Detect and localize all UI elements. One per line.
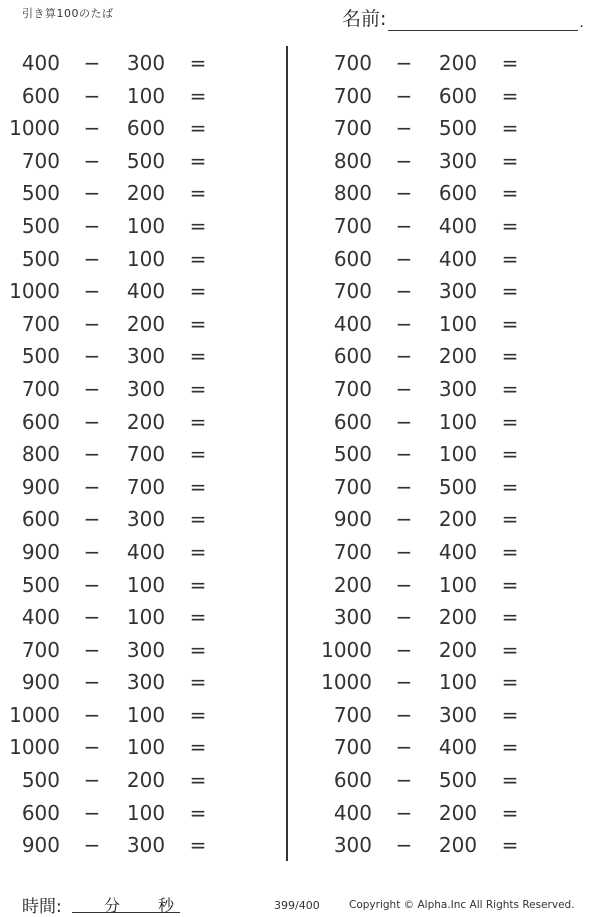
problem-row xyxy=(0,406,260,439)
subtrahend: 300 xyxy=(126,507,166,532)
problem-row xyxy=(312,569,572,602)
subtrahend: 300 xyxy=(438,702,478,727)
subtrahend: 500 xyxy=(438,768,478,793)
problem-row xyxy=(312,340,572,373)
problem-row xyxy=(0,699,260,732)
left-problem-column xyxy=(0,47,260,862)
problem-row xyxy=(312,731,572,764)
minus-sign: − xyxy=(83,539,101,564)
minuend: 1000 xyxy=(9,279,60,304)
subtrahend: 200 xyxy=(126,311,166,336)
equals-sign: = xyxy=(189,539,207,564)
subtrahend: 600 xyxy=(438,83,478,108)
equals-sign: = xyxy=(501,116,519,141)
subtrahend: 500 xyxy=(438,116,478,141)
minus-sign: − xyxy=(83,311,101,336)
problem-row xyxy=(312,210,572,243)
problem-row xyxy=(312,243,572,276)
minus-sign: − xyxy=(83,246,101,271)
minuend: 400 xyxy=(333,311,372,336)
seconds-label: 秒 xyxy=(158,896,175,915)
subtrahend: 400 xyxy=(438,735,478,760)
minuend: 700 xyxy=(333,539,372,564)
minuend: 600 xyxy=(21,409,60,434)
equals-sign: = xyxy=(501,735,519,760)
minuend: 700 xyxy=(333,474,372,499)
subtrahend: 300 xyxy=(126,833,166,858)
minuend: 500 xyxy=(21,344,60,369)
minus-sign: − xyxy=(83,474,101,499)
subtrahend: 200 xyxy=(438,507,478,532)
subtrahend: 300 xyxy=(126,637,166,662)
minus-sign: − xyxy=(83,702,101,727)
minuend: 900 xyxy=(333,507,372,532)
equals-sign: = xyxy=(189,409,207,434)
subtrahend: 300 xyxy=(438,376,478,401)
problem-row xyxy=(0,112,260,145)
problem-row xyxy=(312,112,572,145)
equals-sign: = xyxy=(189,51,207,75)
problem-row xyxy=(0,47,260,80)
subtrahend: 400 xyxy=(126,279,166,304)
minus-sign: − xyxy=(395,148,413,173)
equals-sign: = xyxy=(189,637,207,662)
subtrahend: 600 xyxy=(438,181,478,206)
subtrahend: 300 xyxy=(126,344,166,369)
subtrahend: 500 xyxy=(438,474,478,499)
equals-sign: = xyxy=(189,213,207,238)
name-label: 名前: xyxy=(342,8,387,30)
minuend: 500 xyxy=(21,768,60,793)
minus-sign: − xyxy=(395,246,413,271)
problem-row xyxy=(0,438,260,471)
equals-sign: = xyxy=(501,279,519,304)
minus-sign: − xyxy=(83,507,101,532)
subtrahend: 200 xyxy=(438,51,478,75)
subtrahend: 200 xyxy=(438,344,478,369)
subtrahend: 100 xyxy=(126,246,166,271)
problem-row xyxy=(0,275,260,308)
minuend: 700 xyxy=(333,116,372,141)
subtrahend: 100 xyxy=(126,800,166,825)
equals-sign: = xyxy=(189,735,207,760)
minuend: 700 xyxy=(333,83,372,108)
minutes-label: 分 xyxy=(104,896,121,915)
equals-sign: = xyxy=(501,572,519,597)
name-dot: . xyxy=(579,15,584,31)
equals-sign: = xyxy=(501,670,519,695)
minuend: 800 xyxy=(333,181,372,206)
minuend: 900 xyxy=(21,539,60,564)
minuend: 600 xyxy=(21,83,60,108)
subtrahend: 200 xyxy=(126,181,166,206)
equals-sign: = xyxy=(189,148,207,173)
minuend: 600 xyxy=(21,800,60,825)
subtrahend: 100 xyxy=(438,409,478,434)
subtrahend: 300 xyxy=(126,376,166,401)
equals-sign: = xyxy=(501,148,519,173)
equals-sign: = xyxy=(189,83,207,108)
equals-sign: = xyxy=(189,442,207,467)
equals-sign: = xyxy=(189,246,207,271)
problem-row xyxy=(312,764,572,797)
minus-sign: − xyxy=(83,800,101,825)
name-underline[interactable] xyxy=(388,10,578,31)
problem-row xyxy=(0,308,260,341)
subtrahend: 500 xyxy=(126,148,166,173)
subtrahend: 200 xyxy=(438,637,478,662)
minus-sign: − xyxy=(395,605,413,630)
subtrahend: 600 xyxy=(126,116,166,141)
subtrahend: 400 xyxy=(126,539,166,564)
page-number: 399/400 xyxy=(274,899,320,912)
minuend: 700 xyxy=(333,279,372,304)
minuend: 600 xyxy=(333,409,372,434)
problem-row xyxy=(312,275,572,308)
equals-sign: = xyxy=(501,702,519,727)
subtrahend: 100 xyxy=(126,83,166,108)
equals-sign: = xyxy=(501,344,519,369)
minus-sign: − xyxy=(395,474,413,499)
equals-sign: = xyxy=(189,605,207,630)
minus-sign: − xyxy=(395,442,413,467)
equals-sign: = xyxy=(501,376,519,401)
minuend: 700 xyxy=(21,311,60,336)
minus-sign: − xyxy=(83,768,101,793)
equals-sign: = xyxy=(189,344,207,369)
problem-row xyxy=(0,666,260,699)
minuend: 700 xyxy=(333,702,372,727)
minuend: 500 xyxy=(21,572,60,597)
problem-row xyxy=(312,503,572,536)
problem-row xyxy=(0,634,260,667)
problem-row xyxy=(0,210,260,243)
minuend: 500 xyxy=(333,442,372,467)
footer xyxy=(0,888,600,917)
name-field[interactable] xyxy=(342,4,584,31)
equals-sign: = xyxy=(189,116,207,141)
problem-row xyxy=(0,731,260,764)
subtrahend: 700 xyxy=(126,442,166,467)
column-divider xyxy=(286,46,288,861)
minus-sign: − xyxy=(395,181,413,206)
problem-row xyxy=(312,406,572,439)
problem-row xyxy=(0,340,260,373)
problem-row xyxy=(0,373,260,406)
minuend: 800 xyxy=(333,148,372,173)
minuend: 900 xyxy=(21,474,60,499)
minus-sign: − xyxy=(83,833,101,858)
subtrahend: 100 xyxy=(438,572,478,597)
minuend: 1000 xyxy=(321,670,372,695)
equals-sign: = xyxy=(189,507,207,532)
equals-sign: = xyxy=(189,279,207,304)
problem-row xyxy=(312,47,572,80)
equals-sign: = xyxy=(189,768,207,793)
minuend: 500 xyxy=(21,181,60,206)
equals-sign: = xyxy=(501,311,519,336)
minuend: 600 xyxy=(333,768,372,793)
problem-row xyxy=(0,764,260,797)
subtrahend: 100 xyxy=(126,213,166,238)
problem-row xyxy=(312,666,572,699)
problem-row xyxy=(312,699,572,732)
equals-sign: = xyxy=(189,572,207,597)
equals-sign: = xyxy=(501,442,519,467)
subtrahend: 100 xyxy=(438,311,478,336)
subtrahend: 200 xyxy=(126,768,166,793)
problem-row xyxy=(0,503,260,536)
right-problem-column xyxy=(312,47,572,862)
equals-sign: = xyxy=(501,51,519,75)
minuend: 700 xyxy=(333,213,372,238)
problem-row xyxy=(0,829,260,862)
minus-sign: − xyxy=(395,768,413,793)
minuend: 700 xyxy=(21,148,60,173)
worksheet-title: 引き算100のたば xyxy=(22,7,114,20)
problem-row xyxy=(312,80,572,113)
equals-sign: = xyxy=(501,833,519,858)
minuend: 1000 xyxy=(9,735,60,760)
equals-sign: = xyxy=(501,83,519,108)
minus-sign: − xyxy=(395,311,413,336)
problem-row xyxy=(0,797,260,830)
minuend: 300 xyxy=(333,833,372,858)
minuend: 700 xyxy=(21,637,60,662)
problem-row xyxy=(312,536,572,569)
minus-sign: − xyxy=(83,51,101,75)
minus-sign: − xyxy=(83,181,101,206)
minus-sign: − xyxy=(83,637,101,662)
minuend: 900 xyxy=(21,833,60,858)
minus-sign: − xyxy=(395,116,413,141)
minuend: 1000 xyxy=(9,116,60,141)
problem-row xyxy=(0,471,260,504)
equals-sign: = xyxy=(501,474,519,499)
minuend: 600 xyxy=(333,246,372,271)
subtrahend: 200 xyxy=(438,605,478,630)
minus-sign: − xyxy=(395,735,413,760)
minuend: 500 xyxy=(21,213,60,238)
problem-row xyxy=(312,601,572,634)
problem-row xyxy=(0,177,260,210)
equals-sign: = xyxy=(501,539,519,564)
problem-row xyxy=(0,569,260,602)
problem-row xyxy=(0,243,260,276)
minus-sign: − xyxy=(395,279,413,304)
time-label: 時間: xyxy=(22,897,62,917)
minus-sign: − xyxy=(83,344,101,369)
equals-sign: = xyxy=(189,670,207,695)
minuend: 700 xyxy=(333,376,372,401)
subtrahend: 200 xyxy=(438,800,478,825)
equals-sign: = xyxy=(501,409,519,434)
equals-sign: = xyxy=(189,474,207,499)
minus-sign: − xyxy=(395,83,413,108)
problem-row xyxy=(0,601,260,634)
minus-sign: − xyxy=(83,148,101,173)
minuend: 400 xyxy=(21,605,60,630)
subtrahend: 300 xyxy=(126,51,166,75)
equals-sign: = xyxy=(189,376,207,401)
minus-sign: − xyxy=(395,637,413,662)
equals-sign: = xyxy=(189,800,207,825)
minus-sign: − xyxy=(83,213,101,238)
minuend: 600 xyxy=(333,344,372,369)
subtrahend: 200 xyxy=(126,409,166,434)
minuend: 1000 xyxy=(9,702,60,727)
minus-sign: − xyxy=(395,51,413,75)
subtrahend: 300 xyxy=(126,670,166,695)
minus-sign: − xyxy=(395,344,413,369)
minus-sign: − xyxy=(395,507,413,532)
minus-sign: − xyxy=(395,539,413,564)
minus-sign: − xyxy=(395,572,413,597)
problem-row xyxy=(0,536,260,569)
problem-row xyxy=(312,797,572,830)
equals-sign: = xyxy=(189,833,207,858)
minuend: 400 xyxy=(21,51,60,75)
minuend: 800 xyxy=(21,442,60,467)
equals-sign: = xyxy=(189,702,207,727)
problem-row xyxy=(312,438,572,471)
equals-sign: = xyxy=(501,213,519,238)
minuend: 700 xyxy=(21,376,60,401)
subtrahend: 700 xyxy=(126,474,166,499)
subtrahend: 200 xyxy=(438,833,478,858)
minuend: 200 xyxy=(333,572,372,597)
subtrahend: 100 xyxy=(126,735,166,760)
subtrahend: 300 xyxy=(438,148,478,173)
equals-sign: = xyxy=(189,181,207,206)
minus-sign: − xyxy=(395,409,413,434)
minus-sign: − xyxy=(395,670,413,695)
minus-sign: − xyxy=(83,116,101,141)
problem-row xyxy=(312,471,572,504)
subtrahend: 100 xyxy=(438,442,478,467)
problem-row xyxy=(312,634,572,667)
problem-row xyxy=(312,145,572,178)
subtrahend: 100 xyxy=(126,605,166,630)
subtrahend: 400 xyxy=(438,539,478,564)
minuend: 1000 xyxy=(321,637,372,662)
equals-sign: = xyxy=(501,246,519,271)
minuend: 300 xyxy=(333,605,372,630)
equals-sign: = xyxy=(501,181,519,206)
equals-sign: = xyxy=(501,768,519,793)
equals-sign: = xyxy=(189,311,207,336)
copyright-notice: Copyright © Alpha.Inc All Rights Reserved. xyxy=(349,899,575,911)
equals-sign: = xyxy=(501,637,519,662)
subtrahend: 100 xyxy=(438,670,478,695)
minus-sign: − xyxy=(83,670,101,695)
minus-sign: − xyxy=(395,702,413,727)
minuend: 700 xyxy=(333,51,372,75)
minus-sign: − xyxy=(395,800,413,825)
minus-sign: − xyxy=(83,409,101,434)
minuend: 900 xyxy=(21,670,60,695)
subtrahend: 400 xyxy=(438,246,478,271)
problem-row xyxy=(0,145,260,178)
minus-sign: − xyxy=(83,735,101,760)
problem-row xyxy=(0,80,260,113)
minuend: 500 xyxy=(21,246,60,271)
subtrahend: 400 xyxy=(438,213,478,238)
problem-row xyxy=(312,308,572,341)
minuend: 700 xyxy=(333,735,372,760)
minuend: 600 xyxy=(21,507,60,532)
subtrahend: 100 xyxy=(126,702,166,727)
minus-sign: − xyxy=(395,376,413,401)
subtrahend: 300 xyxy=(438,279,478,304)
subtrahend: 100 xyxy=(126,572,166,597)
problem-row xyxy=(312,829,572,862)
problem-row xyxy=(312,373,572,406)
problem-row xyxy=(312,177,572,210)
equals-sign: = xyxy=(501,800,519,825)
minus-sign: − xyxy=(395,213,413,238)
minus-sign: − xyxy=(83,572,101,597)
minus-sign: − xyxy=(83,83,101,108)
minus-sign: − xyxy=(83,605,101,630)
minus-sign: − xyxy=(395,833,413,858)
minus-sign: − xyxy=(83,442,101,467)
minus-sign: − xyxy=(83,376,101,401)
minuend: 400 xyxy=(333,800,372,825)
equals-sign: = xyxy=(501,605,519,630)
minus-sign: − xyxy=(83,279,101,304)
equals-sign: = xyxy=(501,507,519,532)
